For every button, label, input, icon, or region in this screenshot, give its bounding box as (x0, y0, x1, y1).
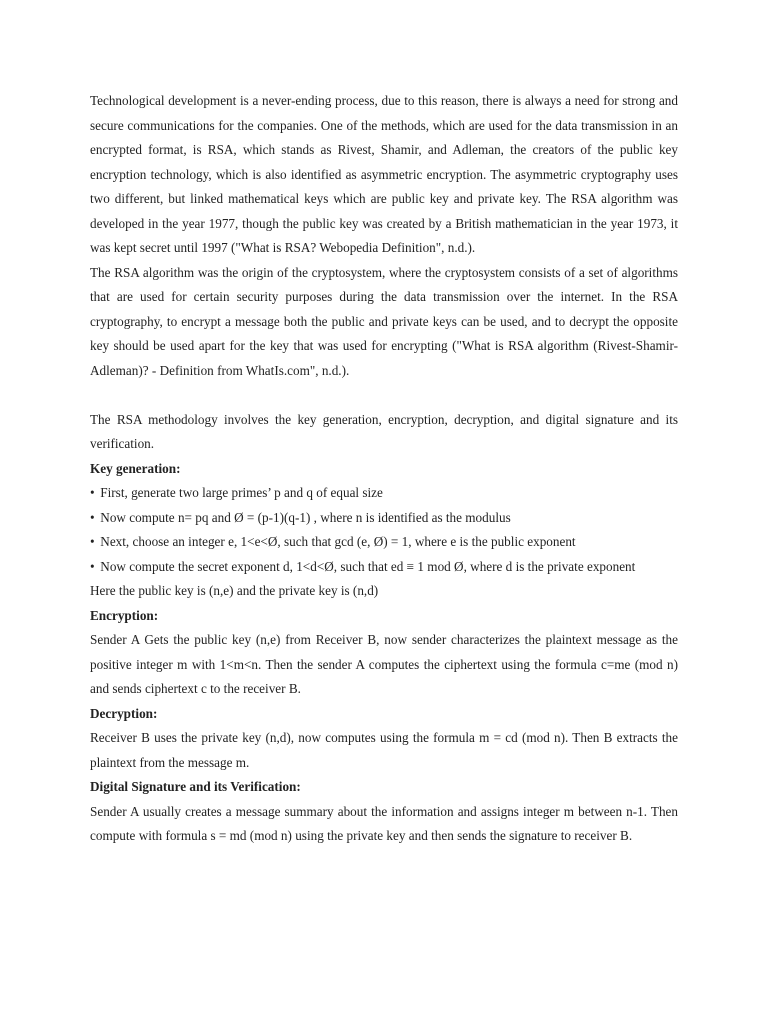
key-summary: Here the public key is (n,e) and the private key is (n,d) (90, 583, 379, 598)
list-item (90, 530, 678, 555)
encryption-heading: Encryption: (90, 607, 159, 623)
bullet-icon: • (90, 558, 95, 574)
signature-heading: Digital Signature and its Verification: (90, 779, 301, 794)
document-page (90, 89, 678, 849)
decryption-paragraph: Receiver B uses the private key (n,d), now computes using the formula m = cd (mod n). Then B extracts the plaintext from the message m. (90, 730, 678, 770)
list-item-text: Now compute the secret exponent d, 1<d<Ø, such that ed ≡ 1 mod Ø, where d is the private exponent (100, 558, 636, 574)
key-generation-heading: Key generation: (90, 460, 181, 476)
list-item-text: Next, choose an integer e, 1<e<Ø, such that gcd (e, Ø) = 1, where e is the public exponent (100, 534, 576, 549)
bullet-icon: • (90, 534, 95, 549)
decryption-heading: Decryption: (90, 705, 158, 721)
encryption-paragraph: Sender A Gets the public key (n,e) from Receiver B, now sender characterizes the plaintext message as the positive integer m with 1<m<n. Then the sender A computes the ciphertext using the formula c=me (mod n) and sends ciphertext c to the receiver B. (90, 632, 678, 696)
list-item-text: First, generate two large primes’ p and q of equal size (100, 485, 383, 500)
list-item (90, 555, 678, 580)
bullet-icon: • (90, 485, 95, 500)
intro-paragraph-1: Technological development is a never-ending process, due to this reason, there is always a need for strong and secure communications for the companies. One of the methods, which are used for the data transmission in an encrypted format, is RSA, which stands as Rivest, Shamir, and Adleman, the creators of the public key encryption technology, which is also identified as asymmetric encryption. The asymmetric cryptography uses two different, but linked mathematical keys which are public key and private key. The RSA algorithm was developed in the year 1977, though the public key was created by a British mathematician in the year 1973, it was kept secret until 1997 ("What is RSA? Webopedia Definition", n.d.). (90, 93, 678, 255)
signature-paragraph: Sender A usually creates a message summary about the information and assigns integer m between n-1. Then compute with formula s = md (mod n) using the private key and then sends the signature to receiver B. (90, 803, 678, 843)
intro-paragraph-3: The RSA methodology involves the key generation, encryption, decryption, and digital signature and its verification. (90, 411, 678, 451)
list-item-text: Now compute n= pq and Ø = (p-1)(q-1) , where n is identified as the modulus (100, 509, 511, 525)
list-item (90, 506, 678, 531)
paragraph-spacer (90, 383, 678, 408)
bullet-icon: • (90, 509, 95, 525)
intro-paragraph-2: The RSA algorithm was the origin of the cryptosystem, where the cryptosystem consists of a set of algorithms that are used for certain security purposes during the data transmission over the internet. In the RSA cryptography, to encrypt a message both the public and private keys can be used, and to decrypt the opposite key should be used apart for the key that was used for encrypting ("What is RSA algorithm (Rivest-Shamir-Adleman)? - Definition from WhatIs.com", n.d.). (90, 264, 678, 378)
list-item (90, 481, 678, 506)
key-generation-list (90, 481, 678, 579)
